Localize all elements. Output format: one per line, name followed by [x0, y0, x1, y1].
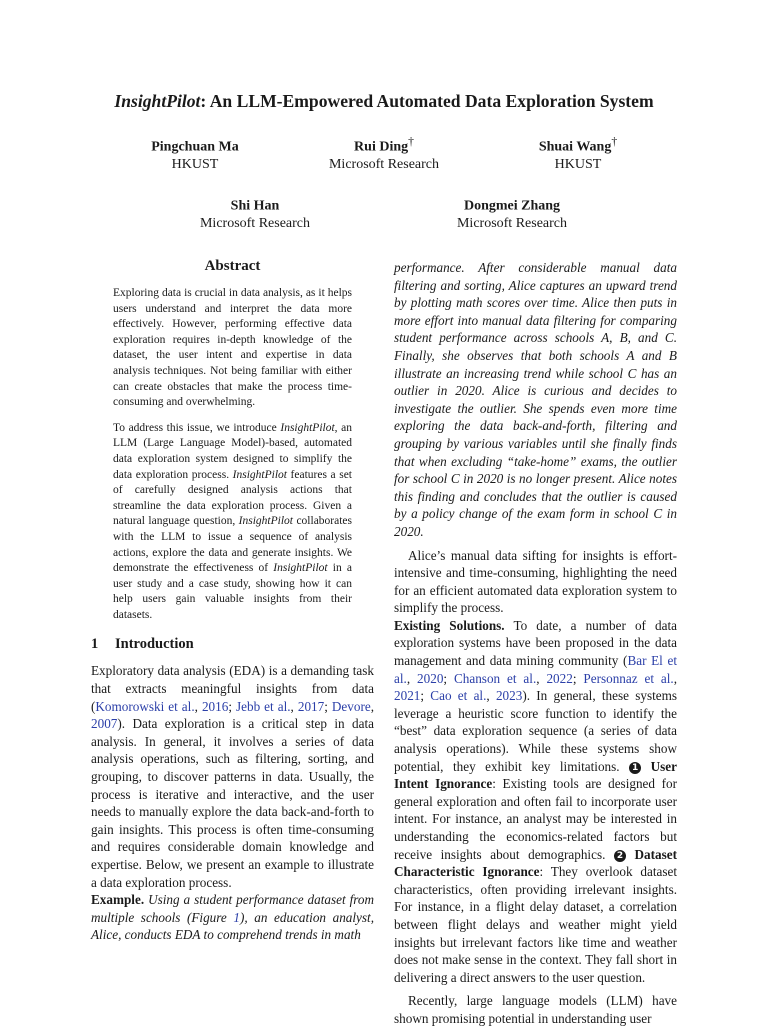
limitation-1-marker: 1	[629, 762, 641, 774]
citation-link[interactable]: Chanson et al.	[453, 670, 537, 686]
figure-link[interactable]: 1	[233, 909, 240, 925]
author-3: Shuai Wang† HKUST	[538, 135, 618, 172]
author-1: Pingchuan Ma HKUST	[151, 139, 239, 172]
citation-link[interactable]: 2017	[297, 698, 325, 714]
citation-link[interactable]: Cao et al.	[430, 688, 487, 704]
left-column	[91, 257, 374, 944]
title-system-name: InsightPilot	[114, 91, 201, 111]
citation-link[interactable]: Komorowski et al.	[95, 698, 195, 714]
intro-paragraph-1: Exploratory data analysis (EDA) is a demanding task that extracts meaningful insights from data (Komorowski et al., 2016; Jebb et al., 2017; Devore, 2007). Data exploration is a critical step in data analysis. In general, it involves a series of data analysis operations, such as filtering, sorting, and grouping, to discover patterns in data. Usually, the process is iterative and interactive, and the user needs to manually explore the data back-and-forth to gain insights. This process is often time-consuming and requires considerable domain knowledge and expertise. Below, we present an example to illustrate a data exploration process.	[91, 663, 375, 890]
author-5: Dongmei Zhang Microsoft Research	[456, 198, 568, 231]
right-column	[394, 259, 677, 1028]
citation-link[interactable]: Bar El et al.	[394, 653, 678, 686]
citation-link[interactable]: Devore	[331, 698, 371, 714]
example-paragraph-continued: performance. After considerable manual data filtering and sorting, Alice captures an upward trend by plotting math scores over time. Alice then puts in more effort into manual data filtering for comparing student performance across schools A, B, and C. Finally, she observes that both schools A and B illustrate an increasing trend while school C has an outlier in 2020. Alice is curious and decides to investigate the outlier. She spends even more time exploring the data back-and-forth, filtering and grouping by various variables until she finally finds that when excluding “take-home” exams, the outlier for school C in 2020 is no longer present. Alice notes this finding and concludes that the outlier is caused by a policy change of the exam form in school C in 2020.	[394, 260, 677, 539]
limitation-2-marker: 2	[614, 850, 626, 862]
paper-title	[0, 91, 768, 112]
citation-link[interactable]: 2021	[394, 688, 421, 704]
example-paragraph: Example. Using a student performance dataset from multiple schools (Figure 1), an education analyst, Alice, conducts EDA to comprehend trends in math	[91, 892, 374, 943]
citation-link[interactable]: Personnaz et al.	[583, 670, 674, 686]
author-2: Rui Ding† Microsoft Research	[328, 135, 440, 172]
abstract-heading: Abstract	[204, 258, 261, 274]
intro-body-right	[394, 259, 677, 1028]
citation-link[interactable]: 2022	[546, 670, 573, 686]
citation-link[interactable]: 2016	[201, 698, 229, 714]
citation-link[interactable]: 2020	[417, 670, 444, 686]
citation-link[interactable]: 2007	[91, 716, 118, 732]
section-heading-introduction: 1 Introduction	[91, 636, 194, 653]
abstract-paragraph-2: To address this issue, we introduce InsightPilot, an LLM (Large Language Model)-based, automated data exploration system designed to simplify the data exploration process. InsightPilot features a set of carefully designed analysis actions that streamline the data exploration process. Given a natural language question, InsightPilot collaborates with the LLM to issue a sequence of analysis actions, explore the data and generate insights. We demonstrate the effectiveness of InsightPilot in a user study and a case study, showing how it can help users gain valuable insights from their datasets.	[113, 421, 353, 621]
intro-paragraph-3: Recently, large language models (LLM) have shown promising potential in understanding user	[394, 993, 677, 1026]
existing-solutions-paragraph: Existing Solutions. To date, a number of data exploration systems have been proposed in the data management and data mining community (Bar El et al., 2020; Chanson et al., 2022; Personnaz et al., 2021; Cao et al., 2023). In general, these systems leverage a heuristic score function to identify the “best” data exploration sequence (a series of data analysis operations). While these systems show potential, they exhibit key limitations. 1 User Intent Ignorance: Existing tools are designed for general exploration and often fail to incorporate user intent. For instance, an analyst may be interested in understanding the economics-related factors but receive insights about demographics. 2 Dataset Characteristic Ignorance: They overlook dataset characteristics, often providing irrelevant insights. For instance, in a flight delay dataset, a correlation between flight delays and weather might yield insights but irrelevant factors like time and weather does not make sense in the context. They fall short in delivering a direct answers to the user question.	[394, 617, 678, 985]
abstract-body	[91, 286, 374, 623]
citation-link[interactable]: 2023	[495, 688, 523, 704]
author-4: Shi Han Microsoft Research	[199, 198, 311, 231]
citation-link[interactable]: Jebb et al.	[236, 698, 291, 714]
abstract-paragraph-1: Exploring data is crucial in data analysis, as it helps users understand and interpret the data more effectively. However, performing effective data exploration requires in-depth knowledge of the dataset, the user intent and expertise in data analysis techniques. Not being familiar with either can create obstacles that make the process time-consuming and overwhelming.	[113, 287, 352, 409]
title-rest: : An LLM-Empowered Automated Data Exploration System	[200, 91, 654, 111]
intro-paragraph-2: Alice’s manual data sifting for insights is effort-intensive and time-consuming, highlighting the need for an efficient automated data exploration system to simplify the process.	[394, 547, 677, 616]
intro-body-left	[91, 662, 374, 944]
